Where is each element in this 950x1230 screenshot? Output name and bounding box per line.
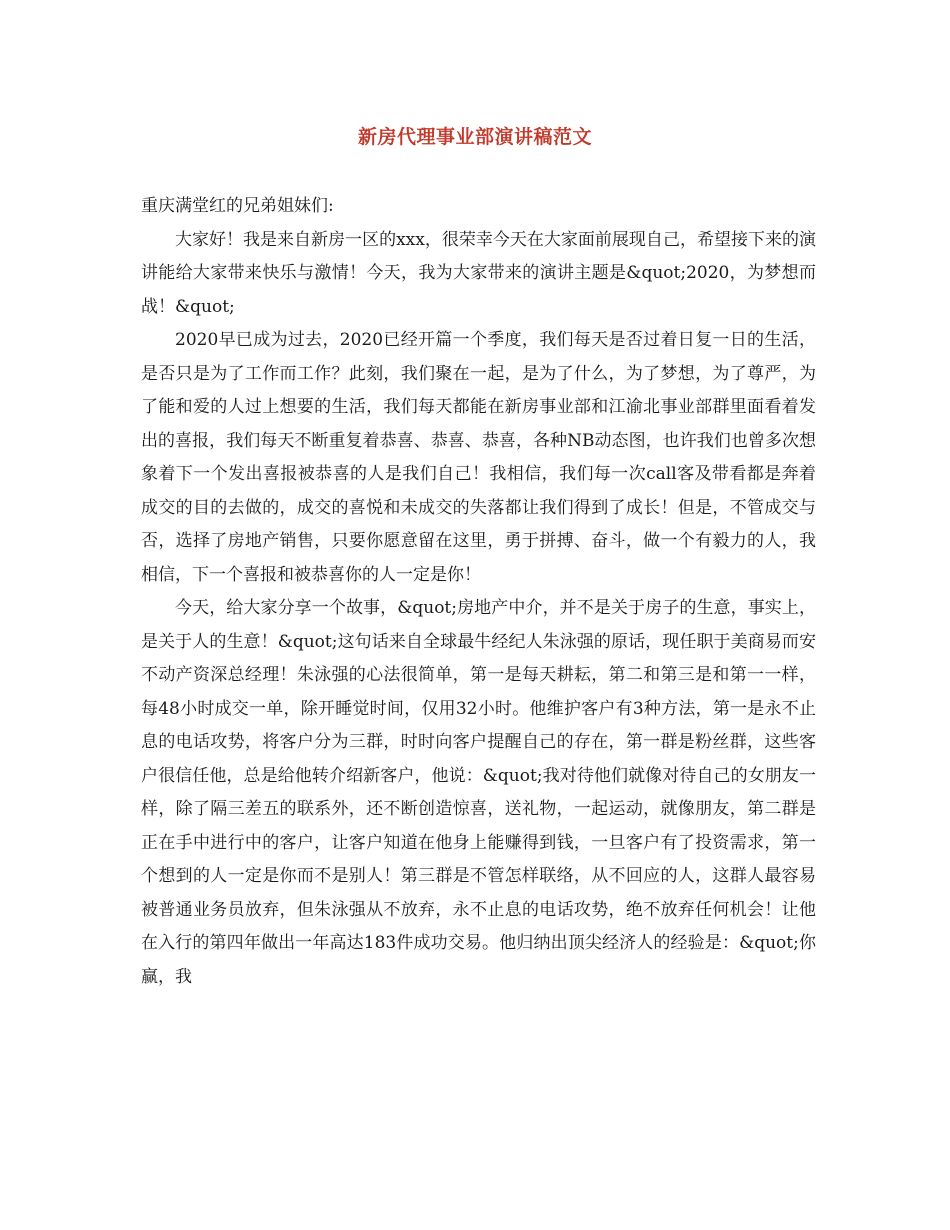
document-body	[141, 190, 816, 994]
salutation: 重庆满堂红的兄弟姐妹们:	[141, 196, 334, 216]
paragraph: 2020早已成为过去，2020已经开篇一个季度，我们每天是否过着日复一日的生活，是否只是为了工作而工作？此刻，我们聚在一起，是为了什么，为了梦想，为了尊严，为了能和爱的人过上想要的生活，我们每天都能在新房事业部和江渝北事业部群里面看着发出的喜报，我们每天不断重复着恭喜、恭喜、恭喜，各种NB动态图，也许我们也曾多次想象着下一个发出喜报被恭喜的人是我们自己！我相信，我们每一次call客及带看都是奔着成交的目的去做的，成交的喜悦和未成交的失落都让我们得到了成长！但是，不管成交与否，选择了房地产销售，只要你愿意留在这里，勇于拼搏、奋斗，做一个有毅力的人，我相信，下一个喜报和被恭喜你的人一定是你！	[141, 330, 816, 585]
paragraph: 今天，给大家分享一个故事，&quot;房地产中介，并不是关于房子的生意，事实上，是关于人的生意！&quot;这句话来自全球最牛经纪人朱泳强的原话，现任职于美商易而安不动产资深总经理！朱泳强的心法很简单，第一是每天耕耘，第二和第三是和第一一样，每48小时成交一单，除开睡觉时间，仅用32小时。他维护客户有3种方法，第一是永不止息的电话攻势，将客户分为三群，时时向客户提醒自己的存在，第一群是粉丝群，这些客户很信任他，总是给他转介绍新客户，他说：&quot;我对待他们就像对待自己的女朋友一样，除了隔三差五的联系外，还不断创造惊喜，送礼物，一起运动，就像朋友，第二群是正在手中进行中的客户，让客户知道在他身上能赚得到钱，一旦客户有了投资需求，第一个想到的人一定是你而不是别人！第三群是不管怎样联络，从不回应的人，这群人最容易被普通业务员放弃，但朱泳强从不放弃，永不止息的电话攻势，绝不放弃任何机会！让他在入行的第四年做出一年高达183件成功交易。他归纳出顶尖经济人的经验是：&quot;你赢，我	[141, 598, 816, 987]
document-title: 新房代理事业部演讲稿范文	[357, 126, 592, 148]
paragraph: 大家好！我是来自新房一区的xxx，很荣幸今天在大家面前展现自己，希望接下来的演讲能给大家带来快乐与激情！今天，我为大家带来的演讲主题是&quot;2020，为梦想而战！&quot;	[141, 229, 816, 317]
